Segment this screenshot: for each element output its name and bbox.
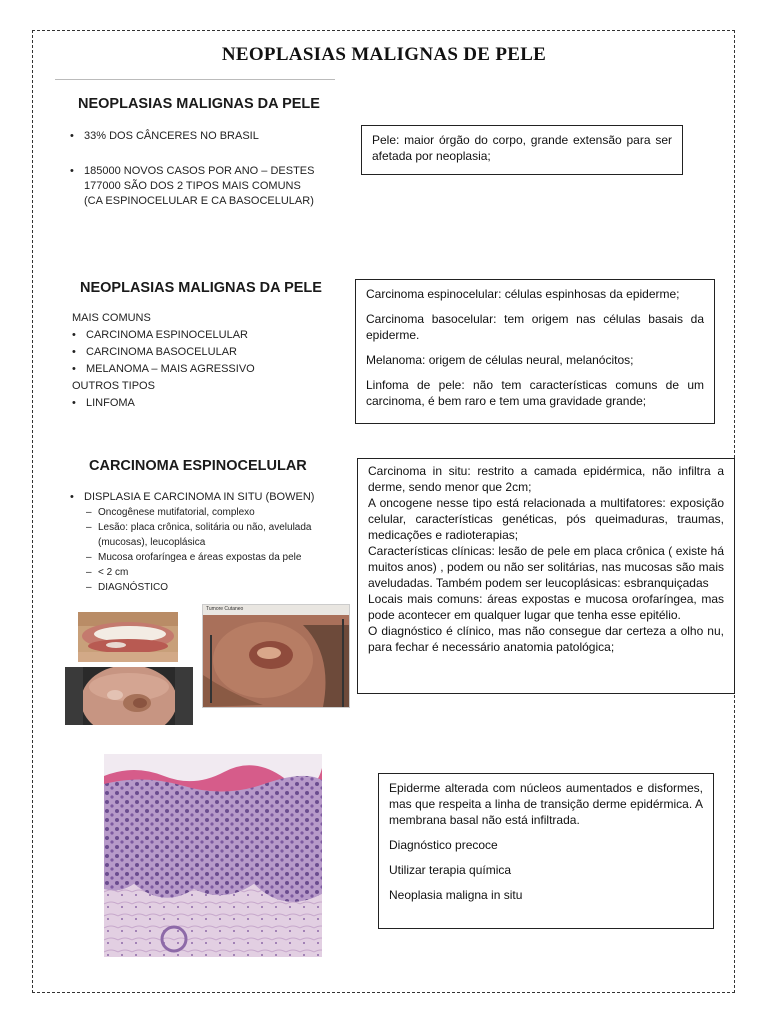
note-paragraph: Carcinoma in situ: restrito a camada epidérmica, não infiltra a derme, sendo menor que 2cm; <box>368 464 724 494</box>
list-item: • 185000 NOVOS CASOS POR ANO – DESTES 177000 SÃO DOS 2 TIPOS MAIS COMUNS (CA ESPINOCELULAR E CA BASOCELULAR) <box>70 164 315 209</box>
list-item: • CARCINOMA ESPINOCELULAR <box>72 328 332 343</box>
note-box-1 <box>361 125 683 175</box>
list-group-label: MAIS COMUNS <box>72 312 151 324</box>
list-subitem: – Lesão: placa crônica, solitária ou não, avelulada (mucosas), leucoplásica <box>70 520 350 550</box>
list-item: • 33% DOS CÂNCERES NO BRASIL <box>70 129 315 144</box>
face-lesion-photo <box>65 667 193 725</box>
note-paragraph: Neoplasia maligna in situ <box>389 888 523 902</box>
list-item: • DISPLASIA E CARCINOMA IN SITU (BOWEN) <box>70 490 350 505</box>
list-item: • MELANOMA – MAIS AGRESSIVO <box>72 362 332 377</box>
histology-image <box>104 754 322 957</box>
note-box-2 <box>355 279 715 424</box>
list-item: • CARCINOMA BASOCELULAR <box>72 345 332 360</box>
slide3-list <box>70 490 350 595</box>
document-title: NEOPLASIAS MALIGNAS DE PELE <box>221 44 547 65</box>
note-paragraph: Diagnóstico precoce <box>389 838 498 852</box>
list-subitem: – DIAGNÓSTICO <box>70 580 350 595</box>
slide2-list <box>72 311 332 411</box>
list-item: • LINFOMA <box>72 396 332 411</box>
note-paragraph: Melanoma: origem de células neural, melanócitos; <box>366 353 634 367</box>
note-paragraph: Utilizar terapia química <box>389 863 512 877</box>
photo-caption: Tumore Cutaneo <box>206 606 244 612</box>
note-paragraph: O diagnóstico é clínico, mas não consegue dar certeza a olho nu, para fechar é necessário anatomia patológica; <box>368 624 724 654</box>
note-paragraph: Linfoma de pele: não tem características comuns de um carcinoma, é bem raro e tem uma gravidade grande; <box>366 378 704 408</box>
list-subitem: – Oncogênese mutifatorial, complexo <box>70 505 350 520</box>
slide1-bullets <box>70 129 315 209</box>
list-group-label: OUTROS TIPOS <box>72 380 155 392</box>
note-box-3 <box>357 458 735 694</box>
list-subitem: – Mucosa orofaríngea e áreas expostas da pele <box>70 550 350 565</box>
note-paragraph: Carcinoma basocelular: tem origem nas células basais da epiderme. <box>366 312 704 342</box>
note-paragraph: Carcinoma espinocelular: células espinhosas da epiderme; <box>366 287 680 301</box>
note-text: Pele: maior órgão do corpo, grande extensão para ser afetada por neoplasia; <box>372 133 672 163</box>
lip-lesion-photo <box>78 612 178 662</box>
note-paragraph: Locais mais comuns: áreas expostas e mucosa orofaríngea, mas pode acontecer em qualquer lugar que tenha esse epitélio. <box>368 592 724 622</box>
cheek-lesion-photo <box>202 604 350 708</box>
note-paragraph: A oncogene nesse tipo está relacionada a multifatores: exposição celular, características genéticas, pós queimaduras, traumas, medicações e radioterapias; <box>368 496 724 542</box>
note-box-4 <box>378 773 714 929</box>
slide1-heading: NEOPLASIAS MALIGNAS DA PELE <box>78 96 320 112</box>
note-paragraph: Características clínicas: lesão de pele em placa crônica ( existe há muitos anos) , podem ou não ser solitárias, nas mucosas são mais aveludadas. Também podem ser leucoplásicas: esbranquiçadas <box>368 544 724 590</box>
note-paragraph: Epiderme alterada com núcleos aumentados e disformes, mas que respeita a linha de transição derme epidérmica. A membrana basal não está infiltrada. <box>389 781 703 827</box>
title-divider <box>55 79 335 80</box>
list-subitem: – < 2 cm <box>70 565 350 580</box>
slide2-heading: NEOPLASIAS MALIGNAS DA PELE <box>80 280 322 296</box>
slide3-heading: CARCINOMA ESPINOCELULAR <box>89 458 307 474</box>
